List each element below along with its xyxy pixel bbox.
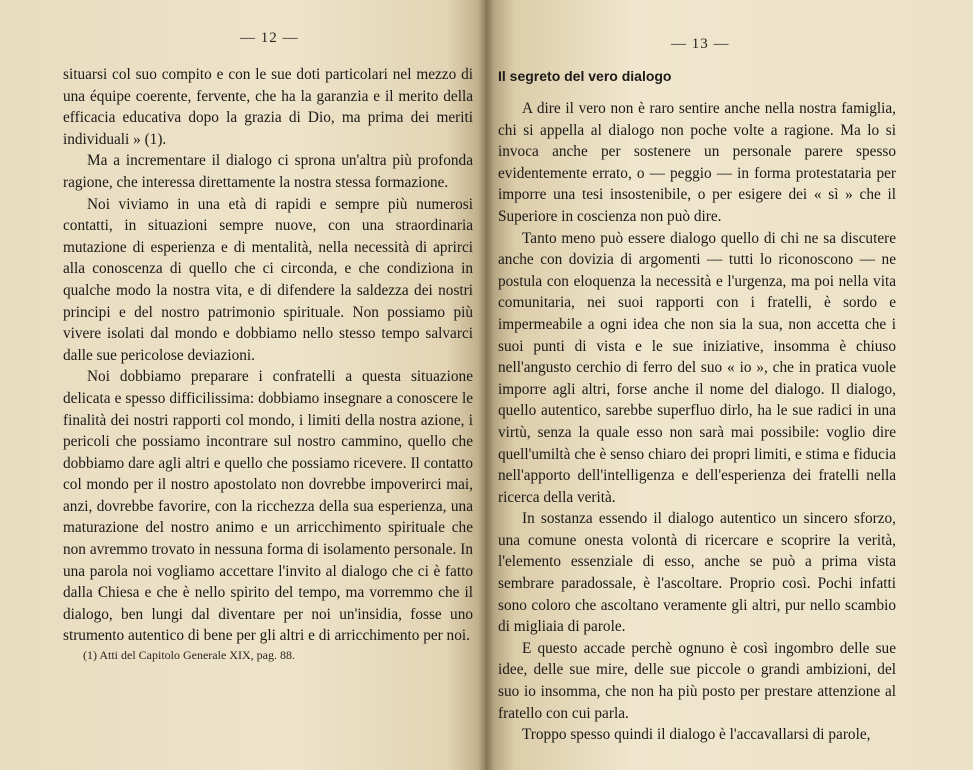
left-page-body bbox=[63, 64, 473, 647]
paragraph: Noi viviamo in una età di rapidi e sempre più numerosi contatti, in situazioni sempre nuove, con una straordinaria mutazione di esperienza e di mentalità, nella necessità di aprirci alla conoscenza di quello che ci circonda, e che condiziona in qualche modo la nostra vita, e di difendere la saldezza dei nostri principi e del nostro patrimonio spirituale. Non possiamo più vivere isolati dal mondo e dobbiamo nello stesso tempo salvarci dalle sue pericolose deviazioni. bbox=[63, 195, 473, 364]
paragraph: Noi dobbiamo preparare i confratelli a questa situazione delicata e spesso difficilissima: dobbiamo insegnare a conoscere le finalità dei nostri rapporti col mondo, i limiti della nostra azione, i pericoli che possiamo incontrare sul nostro cammino, quello che dobbiamo dare agli altri e quello che possiamo ricevere. Il contatto col mondo per il nostro apostolato non dovrebbe impoverirci mai, anzi, dovrebbe favorire, con la ricchezza della sua esperienza, una maturazione del nostro animo e un arricchimento spirituale che non avremmo trovato in nessuna forma di isolamento personale. In una parola noi vogliamo accettare l'invito al dialogo che ci è fatto dalla Chiesa e che è nello spirito del tempo, ma vorremmo che il dialogo, ben lungi dal diventare per noi un'insidia, fosse uno strumento autentico di bene per gli altri e di arricchimento per noi. bbox=[63, 368, 473, 645]
right-page bbox=[486, 0, 973, 770]
right-page-body bbox=[498, 98, 896, 746]
paragraph: Ma a incrementare il dialogo ci sprona un'altra più profonda ragione, che interessa direttamente la nostra stessa formazione. bbox=[63, 152, 473, 191]
paragraph: In sostanza essendo il dialogo autentico un sincero sforzo, una comune onesta volontà di ricercare e scoprire la verità, l'elemento essenziale di esso, anche se può a prima vista sembrare paradossale, è l'ascoltare. Proprio così. Pochi infatti sono coloro che ascoltano veramente gli altri, pur nello scambio di migliaia di parole. bbox=[498, 510, 896, 636]
section-title: Il segreto del vero dialogo bbox=[498, 68, 672, 84]
left-page bbox=[0, 0, 486, 770]
paragraph: E questo accade perchè ognuno è così ingombro delle sue idee, delle sue mire, delle sue piccole o grandi ambizioni, del suo io insomma, che non ha più posto per prestare attenzione al fratello con cui parla. bbox=[498, 639, 896, 722]
paragraph: situarsi col suo compito e con le sue doti particolari nel mezzo di una équipe coerente, fervente, che ha la garanzia e il merito della efficacia educativa dopo la grazia di Dio, ma prima dei meriti individuali » (1). bbox=[63, 66, 473, 148]
footnote: (1) Atti del Capitolo Generale XIX, pag. 88. bbox=[83, 648, 295, 662]
book-gutter bbox=[478, 0, 494, 770]
paragraph: Tanto meno può essere dialogo quello di chi ne sa discutere anche con dovizia di argomenti — tutti lo riconoscono — ne postula con eloquenza la necessità e l'urgenza, ma poi nella vita comunitaria, nei suoi rapporti con i fratelli, è sordo e impermeabile a ogni idea che non sia la sua, non accetta che i suoi punti di vista e le sue iniziative, insomma è chiuso nell'angusto cerchio di ferro del suo « io », che in pratica vuole imporre agli altri, forse anche il nome del dialogo. Il dialogo, quello autentico, sarebbe superfluo dirlo, ha le sue radici in una virtù, senza la quale esso non sarà mai possibile: voglio dire quell'umiltà che è senso chiaro dei propri limiti, e stima e fiducia nell'apporto dell'intelligenza e dell'esperienza dei fratelli nella ricerca della verità. bbox=[498, 229, 896, 506]
page-number-left: — 12 — bbox=[240, 30, 299, 46]
paragraph: Troppo spesso quindi il dialogo è l'accavallarsi di parole, bbox=[522, 726, 871, 744]
paragraph: A dire il vero non è raro sentire anche nella nostra famiglia, chi si appella al dialogo non poche volte a ragione. Ma lo si invoca anche per sostenere un personale parere spesso evidentemente errato, o — peggio — in forma protestataria per imporre una tesi insostenibile, o per esigere dei « sì » che il Superiore in coscienza non può dire. bbox=[498, 100, 896, 225]
page-number-right: — 13 — bbox=[671, 36, 730, 52]
